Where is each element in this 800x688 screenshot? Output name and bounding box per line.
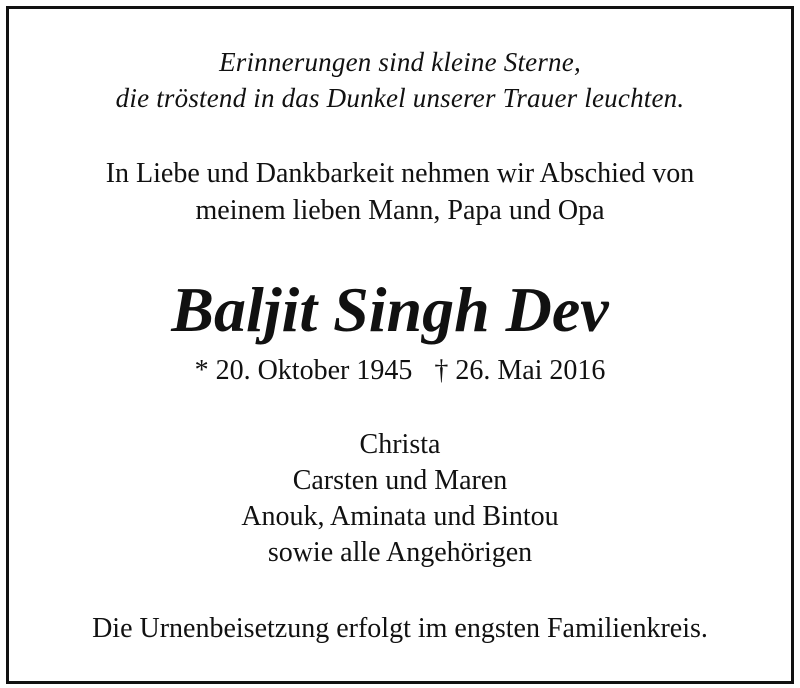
mourner-line: Christa	[359, 429, 441, 460]
birth-date: * 20. Oktober 1945	[194, 355, 413, 386]
mourner-line: Carsten und Maren	[292, 465, 508, 496]
mourner-line: Anouk, Aminata und Bintou	[241, 501, 559, 532]
quote-line-1: Erinnerungen sind kleine Sterne,	[219, 47, 581, 77]
intro-line-1: In Liebe und Dankbarkeit nehmen wir Abschied von	[105, 158, 695, 189]
burial-note: Die Urnenbeisetzung erfolgt im engsten Familienkreis.	[92, 613, 708, 644]
intro-line-2: meinem lieben Mann, Papa und Opa	[195, 195, 605, 226]
quote-line-2: die tröstend in das Dunkel unserer Trauer leuchten.	[115, 83, 685, 113]
deceased-name: Baljit Singh Dev	[171, 274, 609, 345]
intro-text	[0, 155, 800, 229]
mourner-line: sowie alle Angehörigen	[267, 537, 533, 568]
death-date: † 26. Mai 2016	[434, 355, 606, 386]
life-dates	[0, 353, 800, 389]
mourners-list	[0, 427, 800, 571]
memorial-quote	[0, 44, 800, 116]
